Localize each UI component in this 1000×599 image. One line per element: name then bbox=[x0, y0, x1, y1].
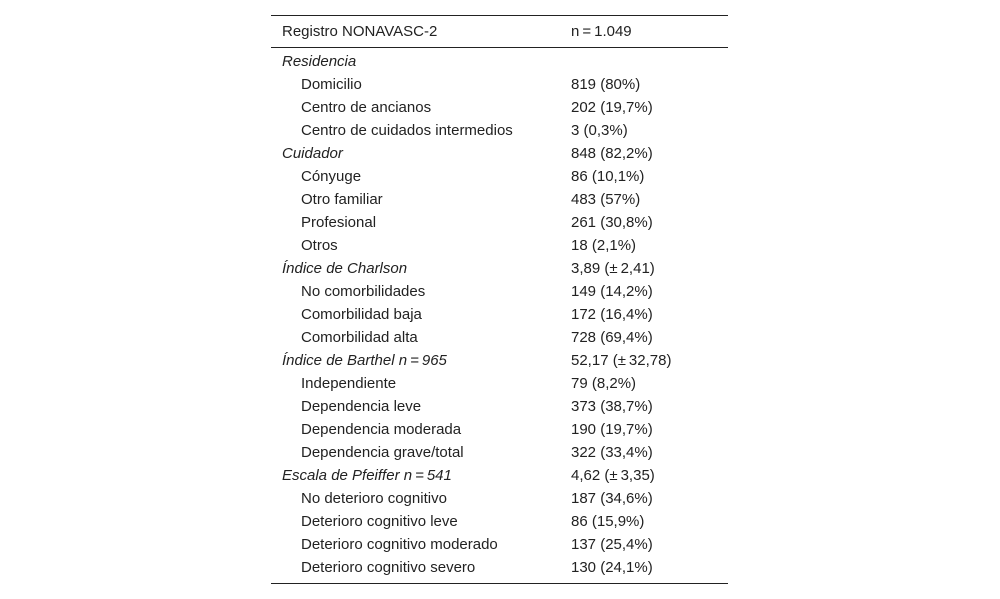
row-value: 190 (19,7%) bbox=[571, 421, 653, 438]
row-label: Otro familiar bbox=[301, 191, 383, 208]
row-label: Índice de Barthel n = 965 bbox=[282, 352, 447, 369]
row-value: 819 (80%) bbox=[571, 76, 641, 93]
row-value: 3 (0,3%) bbox=[571, 122, 628, 139]
table-row bbox=[271, 280, 728, 303]
row-value: 130 (24,1%) bbox=[571, 559, 653, 576]
section-row bbox=[271, 464, 728, 487]
row-label: Comorbilidad alta bbox=[301, 329, 418, 346]
table-row bbox=[271, 303, 728, 326]
header-value: n = 1.049 bbox=[571, 23, 632, 40]
table-row bbox=[271, 73, 728, 96]
table-row bbox=[271, 188, 728, 211]
row-value: 52,17 (± 32,78) bbox=[571, 352, 672, 369]
table-row bbox=[271, 96, 728, 119]
table-row bbox=[271, 510, 728, 533]
table-row bbox=[271, 372, 728, 395]
table-row bbox=[271, 556, 728, 579]
table-row bbox=[271, 326, 728, 349]
row-value: 172 (16,4%) bbox=[571, 306, 653, 323]
row-label: Deterioro cognitivo severo bbox=[301, 559, 476, 576]
row-label: Deterioro cognitivo leve bbox=[301, 513, 458, 530]
row-label: Dependencia grave/total bbox=[301, 444, 464, 461]
row-label: Índice de Charlson bbox=[282, 260, 408, 277]
row-value: 728 (69,4%) bbox=[571, 329, 653, 346]
row-value: 86 (10,1%) bbox=[571, 168, 645, 185]
table-row bbox=[271, 487, 728, 510]
row-value: 149 (14,2%) bbox=[571, 283, 653, 300]
table-row bbox=[271, 165, 728, 188]
row-label: Otros bbox=[301, 237, 338, 254]
table-row bbox=[271, 395, 728, 418]
section-row bbox=[271, 257, 728, 280]
table-body bbox=[271, 48, 728, 583]
row-value: 3,89 (± 2,41) bbox=[571, 260, 655, 277]
row-value: 137 (25,4%) bbox=[571, 536, 653, 553]
row-label: No comorbilidades bbox=[301, 283, 426, 300]
row-value: 86 (15,9%) bbox=[571, 513, 645, 530]
row-label: Centro de ancianos bbox=[301, 99, 432, 116]
table-row bbox=[271, 234, 728, 257]
row-label: Dependencia moderada bbox=[301, 421, 462, 438]
table-row bbox=[271, 441, 728, 464]
section-row bbox=[271, 349, 728, 372]
row-label: No deterioro cognitivo bbox=[301, 490, 447, 507]
row-label: Comorbilidad baja bbox=[301, 306, 422, 323]
row-value: 4,62 (± 3,35) bbox=[571, 467, 655, 484]
data-table bbox=[271, 15, 728, 584]
row-value: 322 (33,4%) bbox=[571, 444, 653, 461]
section-row bbox=[271, 50, 728, 73]
row-label: Domicilio bbox=[301, 76, 362, 93]
row-label: Profesional bbox=[301, 214, 377, 231]
row-label: Centro de cuidados intermedios bbox=[301, 122, 513, 139]
row-value: 79 (8,2%) bbox=[571, 375, 637, 392]
row-label: Residencia bbox=[282, 53, 357, 70]
row-label: Dependencia leve bbox=[301, 398, 422, 415]
row-value: 848 (82,2%) bbox=[571, 145, 653, 162]
row-label: Cónyuge bbox=[301, 168, 362, 185]
row-value: 261 (30,8%) bbox=[571, 214, 653, 231]
section-row bbox=[271, 142, 728, 165]
row-label: Escala de Pfeiffer n = 541 bbox=[282, 467, 452, 484]
row-value: 373 (38,7%) bbox=[571, 398, 653, 415]
row-value: 202 (19,7%) bbox=[571, 99, 653, 116]
table-row bbox=[271, 533, 728, 556]
bottom-rule bbox=[271, 583, 728, 584]
table-row bbox=[271, 418, 728, 441]
row-value: 18 (2,1%) bbox=[571, 237, 637, 254]
row-label: Cuidador bbox=[282, 145, 343, 162]
row-label: Independiente bbox=[301, 375, 397, 392]
table-header-row bbox=[271, 16, 728, 47]
row-value: 187 (34,6%) bbox=[571, 490, 653, 507]
row-label: Deterioro cognitivo moderado bbox=[301, 536, 498, 553]
table-row bbox=[271, 211, 728, 234]
row-value: 483 (57%) bbox=[571, 191, 641, 208]
header-label: Registro NONAVASC-2 bbox=[282, 23, 438, 40]
table-row bbox=[271, 119, 728, 142]
